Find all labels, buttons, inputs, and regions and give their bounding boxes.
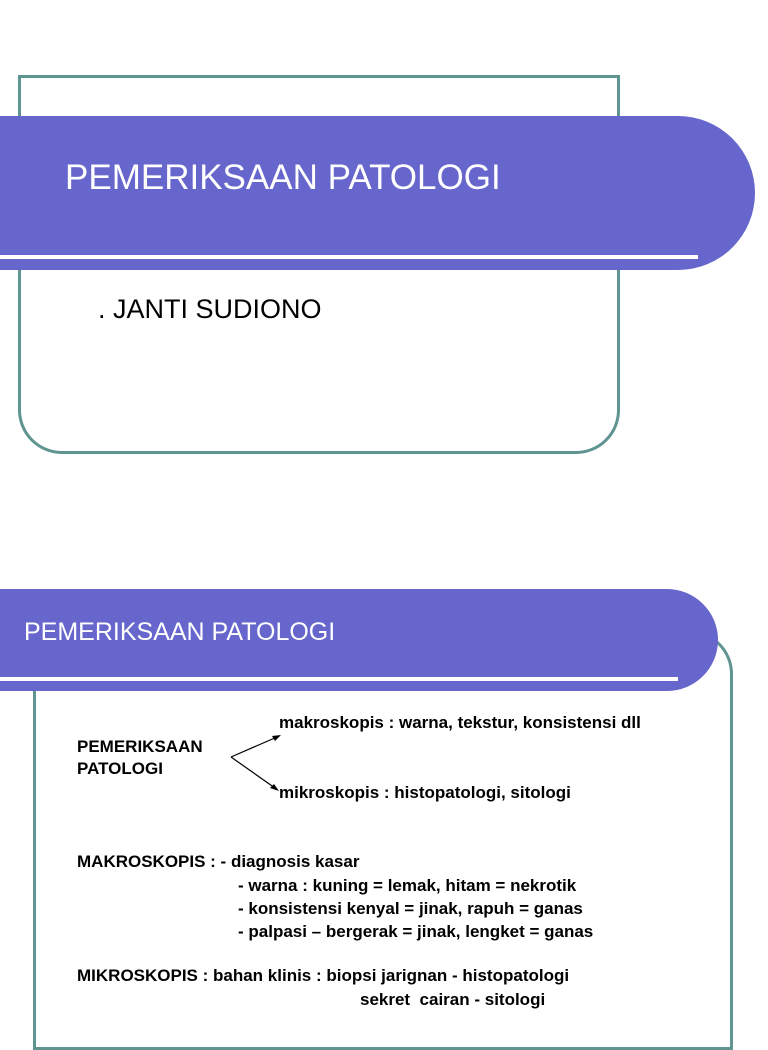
mikroskopis-line1: MIKROSKOPIS : bahan klinis : biopsi jarignan - histopatologi [77, 966, 570, 985]
makroskopis-item: - konsistensi kenyal = jinak, rapuh = ganas [238, 899, 583, 918]
makroskopis-item: - palpasi – bergerak = jinak, lengket = ganas [238, 922, 594, 941]
slide2-title: PEMERIKSAAN PATOLOGI [24, 618, 336, 646]
slide1-title-underline [0, 255, 698, 259]
diagram-branch-arrows [225, 730, 285, 800]
diagram-root-line1: PEMERIKSAAN [77, 737, 203, 756]
mikroskopis-line2: sekret cairan - sitologi [360, 990, 546, 1009]
diagram-branch-makroskopis: makroskopis : warna, tekstur, konsistensi dll [279, 713, 641, 732]
makroskopis-heading: MAKROSKOPIS : - diagnosis kasar [77, 852, 360, 871]
slide1-title: PEMERIKSAAN PATOLOGI [65, 158, 501, 197]
slide2-title-underline [0, 677, 678, 681]
makroskopis-item: - warna : kuning = lemak, hitam = nekrotik [238, 876, 577, 895]
diagram-branch-mikroskopis: mikroskopis : histopatologi, sitologi [279, 783, 571, 802]
slide2-frame [33, 630, 733, 1050]
slide1-subtitle: . JANTI SUDIONO [98, 294, 322, 324]
diagram-root-line2: PATOLOGI [77, 759, 163, 778]
